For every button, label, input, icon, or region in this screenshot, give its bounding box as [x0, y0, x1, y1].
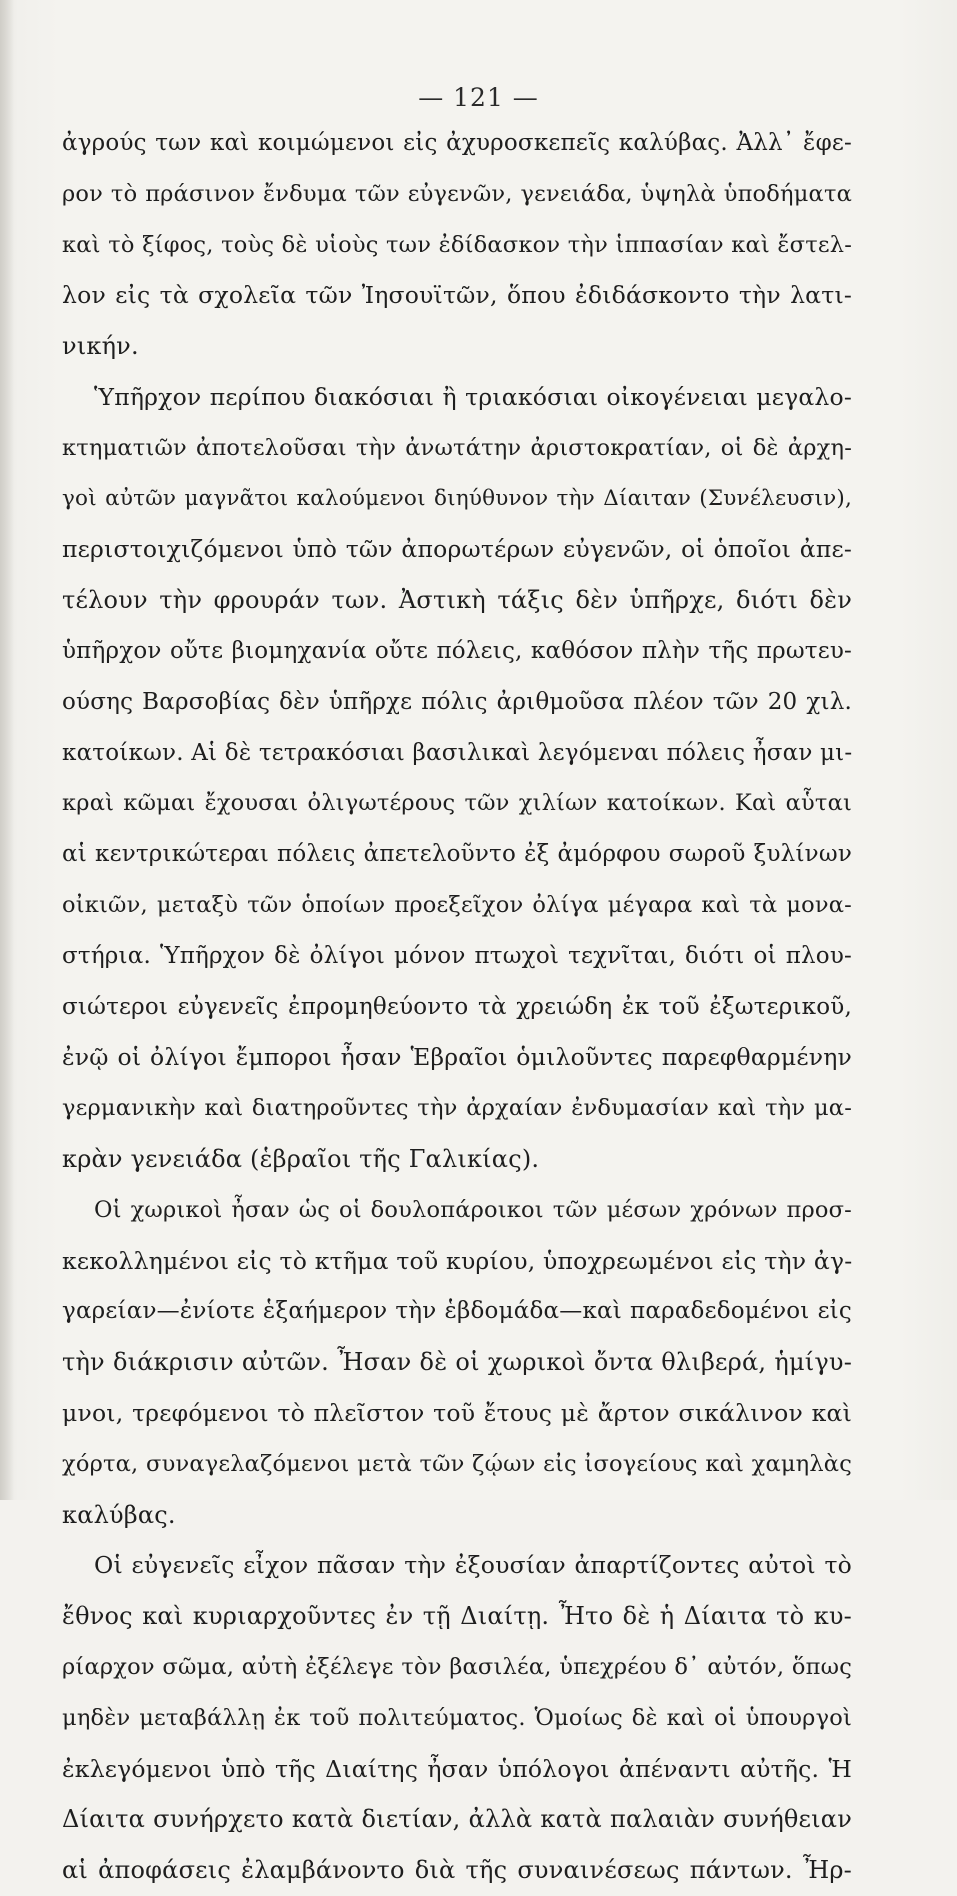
- text-line: ὑπῆρχον οὔτε βιομηχανία οὔτε πόλεις, καθόσον πλὴν τῆς πρωτευ-: [62, 637, 852, 664]
- text-line: αἱ ἀποφάσεις ἐλαμβάνοντο διὰ τῆς συναινέσεως πάντων. Ἦρ-: [62, 1856, 852, 1885]
- text-line: ἀγρούς των καὶ κοιμώμενοι εἰς ἀχυροσκεπεῖς καλύβας. Ἀλλ᾽ ἔφε-: [62, 130, 852, 156]
- body-text: [62, 118, 852, 1896]
- text-line: τέλουν τὴν φρουράν των. Ἀστικὴ τάξις δὲν ὑπῆρχε, διότι δὲν: [62, 586, 852, 615]
- text-line: μνοι, τρεφόμενοι τὸ πλεῖστον τοῦ ἔτους μὲ ἄρτον σικάλινον καὶ: [62, 1398, 852, 1427]
- text-line: ἔθνος καὶ κυριαρχοῦντες ἐν τῇ Διαίτῃ. Ἦτο δὲ ἡ Δίαιτα τὸ κυ-: [62, 1602, 852, 1631]
- text-line: οἰκιῶν, μεταξὺ τῶν ὁποίων προεξεῖχον ὀλίγα μέγαρα καὶ τὰ μονα-: [62, 891, 852, 918]
- text-line: μηδὲν μεταβάλλῃ ἐκ τοῦ πολιτεύματος. Ὁμοίως δὲ καὶ οἱ ὑπουργοὶ: [62, 1704, 852, 1731]
- text-line: κρὰν γενειάδα (ἑβραῖοι τῆς Γαλικίας).: [62, 1144, 540, 1173]
- text-line: ρον τὸ πράσινον ἔνδυμα τῶν εὐγενῶν, γενειάδα, ὑψηλὰ ὑποδήματα: [62, 180, 852, 207]
- binding-shadow: [0, 0, 14, 1500]
- text-line: περιστοιχιζόμενοι ὑπὸ τῶν ἀπορωτέρων εὐγενῶν, οἱ ὁποῖοι ἀπε-: [62, 535, 852, 564]
- page-number: — 121 —: [418, 83, 539, 112]
- text-line: γαρείαν—ἐνίοτε ἑξαήμερον τὴν ἑβδομάδα—καὶ παραδεδομένοι εἰς: [62, 1298, 852, 1325]
- text-line: κτηματιῶν ἀποτελοῦσαι τὴν ἀνωτάτην ἀριστοκρατίαν, οἱ δὲ ἀρχη-: [62, 434, 852, 461]
- text-line: ἐνῷ οἱ ὀλίγοι ἔμποροι ἦσαν Ἑβραῖοι ὁμιλοῦντες παρεφθαρμένην: [62, 1043, 852, 1072]
- text-line: Οἱ εὐγενεῖς εἶχον πᾶσαν τὴν ἐξουσίαν ἀπαρτίζοντες αὐτοὶ τὸ: [94, 1551, 852, 1580]
- text-line: κραὶ κῶμαι ἔχουσαι ὀλιγωτέρους τῶν χιλίων κατοίκων. Καὶ αὗται: [62, 790, 852, 817]
- text-line: τὴν διάκρισιν αὐτῶν. Ἦσαν δὲ οἱ χωρικοὶ ὄντα θλιβερά, ἡμίγυ-: [62, 1348, 852, 1377]
- text-line: γερμανικὴν καὶ διατηροῦντες τὴν ἀρχαίαν ἐνδυμασίαν καὶ τὴν μα-: [62, 1095, 852, 1122]
- text-line: ούσης Βαρσοβίας δὲν ὑπῆρχε πόλις ἀριθμοῦσα πλέον τῶν 20 χιλ.: [62, 688, 852, 715]
- text-line: γοὶ αὐτῶν μαγνᾶτοι καλούμενοι διηύθυνον τὴν Δίαιταν (Συνέλευσιν),: [62, 485, 852, 511]
- text-line: νικήν.: [62, 332, 139, 361]
- text-line: χόρτα, συναγελαζόμενοι μετὰ τῶν ζῴων εἰς ἰσογείους καὶ χαμηλὰς: [62, 1450, 852, 1477]
- text-line: Οἱ χωρικοὶ ἦσαν ὡς οἱ δουλοπάροικοι τῶν μέσων χρόνων προσ-: [94, 1196, 852, 1223]
- text-line: Δίαιτα συνήρχετο κατὰ διετίαν, ἀλλὰ κατὰ παλαιὰν συνήθειαν: [62, 1805, 852, 1834]
- text-line: καὶ τὸ ξίφος, τοὺς δὲ υἱοὺς των ἐδίδασκον τὴν ἱππασίαν καὶ ἔστελ-: [62, 231, 852, 258]
- text-line: αἱ κεντρικώτεραι πόλεις ἀπετελοῦντο ἐξ ἀμόρφου σωροῦ ξυλίνων: [62, 841, 852, 868]
- text-line: κατοίκων. Αἱ δὲ τετρακόσιαι βασιλικαὶ λεγόμεναι πόλεις ἦσαν μι-: [62, 739, 852, 766]
- text-line: Ὑπῆρχον περίπου διακόσιαι ἢ τριακόσιαι οἰκογένειαι μεγαλο-: [94, 382, 852, 411]
- text-line: ρίαρχον σῶμα, αὐτὴ ἐξέλεγε τὸν βασιλέα, ὑπεχρέου δ᾽ αὐτόν, ὅπως: [62, 1653, 852, 1680]
- text-line: κεκολλημένοι εἰς τὸ κτῆμα τοῦ κυρίου, ὑποχρεωμένοι εἰς τὴν ἀγ-: [62, 1246, 852, 1275]
- text-line: ἐκλεγόμενοι ὑπὸ τῆς Διαίτης ἦσαν ὑπόλογοι ἀπέναντι αὐτῆς. Ἡ: [62, 1754, 852, 1783]
- text-line: καλύβας.: [62, 1500, 176, 1529]
- text-line: λον εἰς τὰ σχολεῖα τῶν Ἰησουϊτῶν, ὅπου ἐδιδάσκοντο τὴν λατι-: [62, 281, 852, 310]
- text-line: στήρια. Ὑπῆρχον δὲ ὀλίγοι μόνον πτωχοὶ τεχνῖται, διότι οἱ πλου-: [62, 942, 852, 969]
- text-line: σιώτεροι εὐγενεῖς ἐπρομηθεύοντο τὰ χρειώδη ἐκ τοῦ ἐξωτερικοῦ,: [62, 993, 852, 1020]
